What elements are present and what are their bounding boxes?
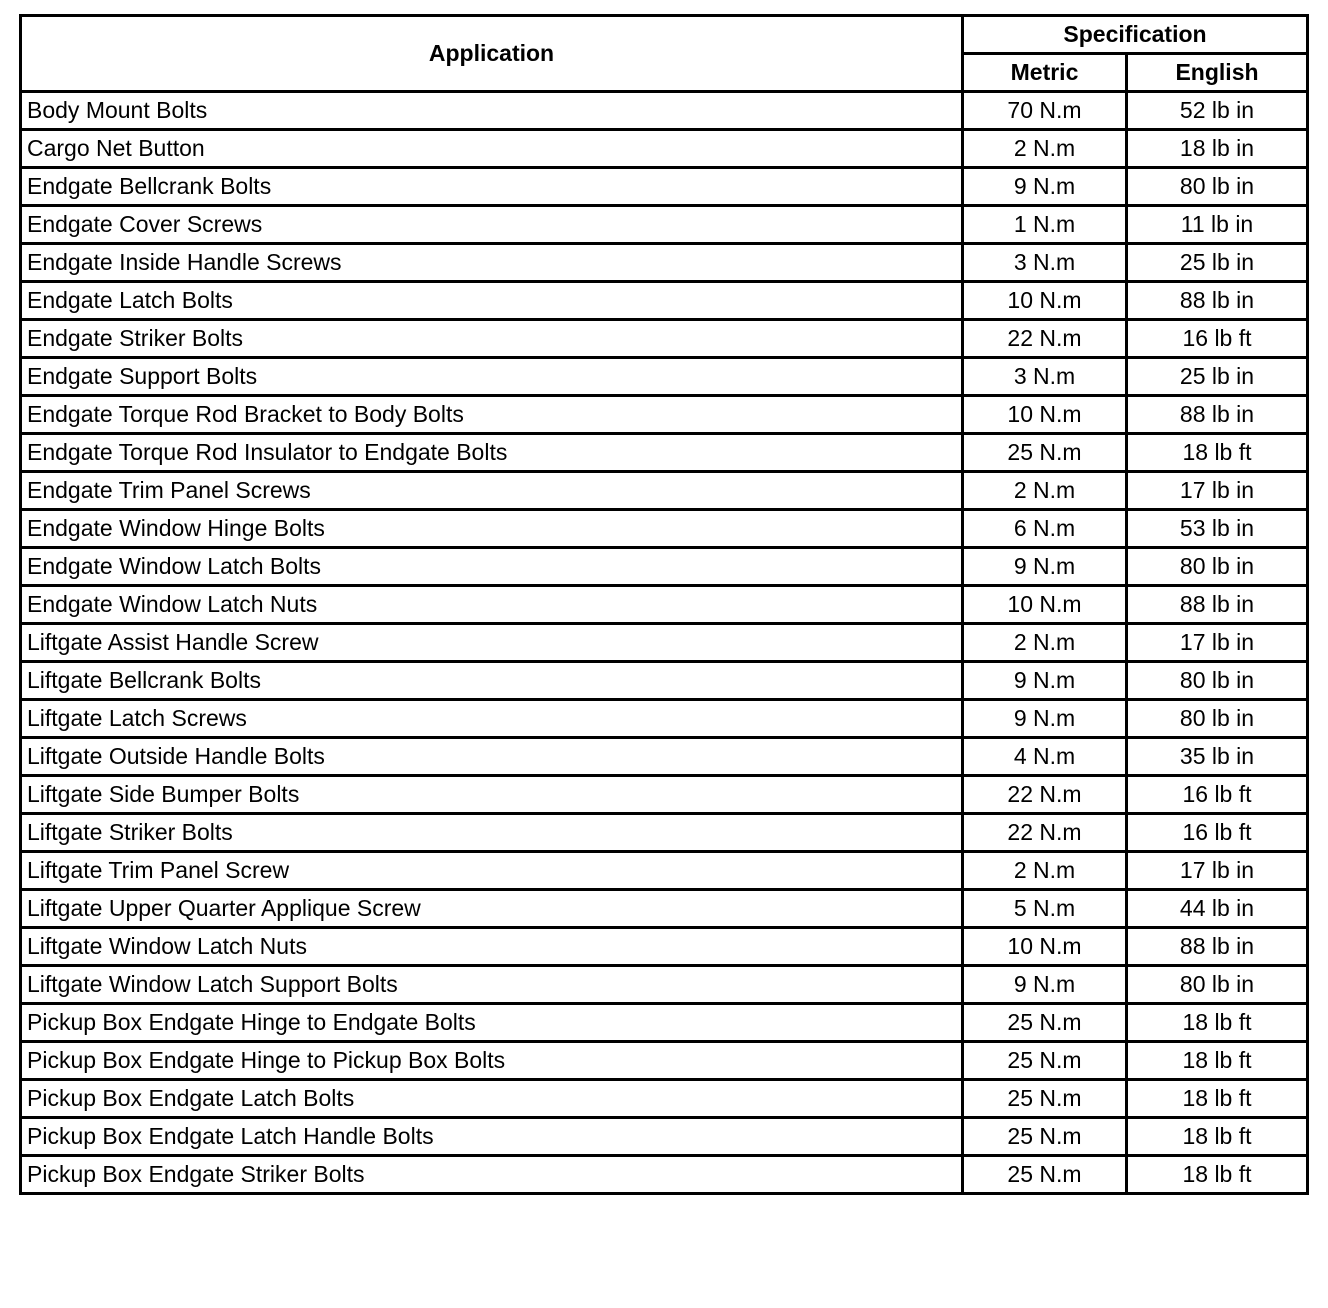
metric-value-cell: 4 N.m	[963, 738, 1127, 776]
table-row	[21, 1004, 1308, 1042]
table-row	[21, 358, 1308, 396]
english-value-cell: 88 lb in	[1127, 396, 1308, 434]
table-row	[21, 928, 1308, 966]
metric-value-cell: 1 N.m	[963, 206, 1127, 244]
application-cell: Liftgate Bellcrank Bolts	[21, 662, 963, 700]
table-row	[21, 472, 1308, 510]
metric-value-cell: 25 N.m	[963, 1156, 1127, 1194]
metric-value-cell: 10 N.m	[963, 928, 1127, 966]
application-cell: Body Mount Bolts	[21, 92, 963, 130]
application-cell: Liftgate Upper Quarter Applique Screw	[21, 890, 963, 928]
english-value-cell: 18 lb ft	[1127, 434, 1308, 472]
english-value-cell: 18 lb ft	[1127, 1080, 1308, 1118]
application-cell: Liftgate Latch Screws	[21, 700, 963, 738]
english-value-cell: 80 lb in	[1127, 966, 1308, 1004]
table-row	[21, 1042, 1308, 1080]
metric-value-cell: 9 N.m	[963, 168, 1127, 206]
table-row	[21, 814, 1308, 852]
table-row	[21, 396, 1308, 434]
metric-value-cell: 22 N.m	[963, 814, 1127, 852]
application-cell: Pickup Box Endgate Hinge to Endgate Bolts	[21, 1004, 963, 1042]
english-value-cell: 16 lb ft	[1127, 776, 1308, 814]
english-value-cell: 16 lb ft	[1127, 814, 1308, 852]
metric-value-cell: 10 N.m	[963, 396, 1127, 434]
table-row	[21, 852, 1308, 890]
metric-value-cell: 9 N.m	[963, 700, 1127, 738]
english-value-cell: 18 lb ft	[1127, 1118, 1308, 1156]
english-value-cell: 18 lb in	[1127, 130, 1308, 168]
metric-value-cell: 25 N.m	[963, 434, 1127, 472]
english-value-cell: 52 lb in	[1127, 92, 1308, 130]
application-cell: Endgate Window Latch Nuts	[21, 586, 963, 624]
metric-value-cell: 6 N.m	[963, 510, 1127, 548]
table-body	[21, 92, 1308, 1194]
english-value-cell: 17 lb in	[1127, 472, 1308, 510]
english-value-cell: 25 lb in	[1127, 358, 1308, 396]
specification-column-header: Specification	[963, 16, 1308, 54]
english-value-cell: 80 lb in	[1127, 700, 1308, 738]
application-cell: Pickup Box Endgate Latch Handle Bolts	[21, 1118, 963, 1156]
torque-spec-table	[19, 14, 1309, 1195]
application-cell: Endgate Striker Bolts	[21, 320, 963, 358]
table-row	[21, 662, 1308, 700]
application-cell: Endgate Latch Bolts	[21, 282, 963, 320]
application-cell: Cargo Net Button	[21, 130, 963, 168]
english-value-cell: 35 lb in	[1127, 738, 1308, 776]
metric-value-cell: 22 N.m	[963, 320, 1127, 358]
application-cell: Endgate Inside Handle Screws	[21, 244, 963, 282]
table-row	[21, 1156, 1308, 1194]
metric-value-cell: 22 N.m	[963, 776, 1127, 814]
english-value-cell: 80 lb in	[1127, 662, 1308, 700]
application-cell: Liftgate Assist Handle Screw	[21, 624, 963, 662]
header-row-top	[21, 16, 1308, 54]
table-row	[21, 282, 1308, 320]
application-cell: Pickup Box Endgate Hinge to Pickup Box Bolts	[21, 1042, 963, 1080]
english-value-cell: 18 lb ft	[1127, 1042, 1308, 1080]
english-value-cell: 16 lb ft	[1127, 320, 1308, 358]
metric-value-cell: 2 N.m	[963, 624, 1127, 662]
table-row	[21, 776, 1308, 814]
application-cell: Endgate Trim Panel Screws	[21, 472, 963, 510]
application-cell: Endgate Window Hinge Bolts	[21, 510, 963, 548]
metric-column-header: Metric	[963, 54, 1127, 92]
metric-value-cell: 25 N.m	[963, 1080, 1127, 1118]
application-cell: Endgate Bellcrank Bolts	[21, 168, 963, 206]
metric-value-cell: 25 N.m	[963, 1004, 1127, 1042]
metric-value-cell: 3 N.m	[963, 358, 1127, 396]
table-row	[21, 92, 1308, 130]
english-value-cell: 17 lb in	[1127, 624, 1308, 662]
english-column-header: English	[1127, 54, 1308, 92]
application-cell: Endgate Support Bolts	[21, 358, 963, 396]
metric-value-cell: 2 N.m	[963, 472, 1127, 510]
table-row	[21, 1118, 1308, 1156]
application-cell: Pickup Box Endgate Latch Bolts	[21, 1080, 963, 1118]
metric-value-cell: 25 N.m	[963, 1042, 1127, 1080]
application-column-header: Application	[21, 16, 963, 92]
table-row	[21, 700, 1308, 738]
application-cell: Pickup Box Endgate Striker Bolts	[21, 1156, 963, 1194]
english-value-cell: 88 lb in	[1127, 282, 1308, 320]
table-row	[21, 320, 1308, 358]
english-value-cell: 25 lb in	[1127, 244, 1308, 282]
metric-value-cell: 9 N.m	[963, 548, 1127, 586]
application-cell: Endgate Window Latch Bolts	[21, 548, 963, 586]
table-row	[21, 168, 1308, 206]
english-value-cell: 88 lb in	[1127, 928, 1308, 966]
metric-value-cell: 2 N.m	[963, 852, 1127, 890]
metric-value-cell: 10 N.m	[963, 282, 1127, 320]
table-row	[21, 586, 1308, 624]
application-cell: Liftgate Window Latch Nuts	[21, 928, 963, 966]
application-cell: Endgate Torque Rod Insulator to Endgate Bolts	[21, 434, 963, 472]
english-value-cell: 88 lb in	[1127, 586, 1308, 624]
table-row	[21, 434, 1308, 472]
english-value-cell: 11 lb in	[1127, 206, 1308, 244]
english-value-cell: 18 lb ft	[1127, 1004, 1308, 1042]
table-row	[21, 130, 1308, 168]
application-cell: Liftgate Trim Panel Screw	[21, 852, 963, 890]
application-cell: Liftgate Side Bumper Bolts	[21, 776, 963, 814]
table-row	[21, 510, 1308, 548]
metric-value-cell: 9 N.m	[963, 662, 1127, 700]
metric-value-cell: 70 N.m	[963, 92, 1127, 130]
english-value-cell: 53 lb in	[1127, 510, 1308, 548]
application-cell: Liftgate Striker Bolts	[21, 814, 963, 852]
table-row	[21, 206, 1308, 244]
table-header	[21, 16, 1308, 92]
table-row	[21, 966, 1308, 1004]
table-row	[21, 624, 1308, 662]
metric-value-cell: 3 N.m	[963, 244, 1127, 282]
application-cell: Endgate Torque Rod Bracket to Body Bolts	[21, 396, 963, 434]
metric-value-cell: 2 N.m	[963, 130, 1127, 168]
application-cell: Liftgate Outside Handle Bolts	[21, 738, 963, 776]
metric-value-cell: 5 N.m	[963, 890, 1127, 928]
english-value-cell: 80 lb in	[1127, 548, 1308, 586]
english-value-cell: 80 lb in	[1127, 168, 1308, 206]
table-row	[21, 890, 1308, 928]
application-cell: Endgate Cover Screws	[21, 206, 963, 244]
metric-value-cell: 9 N.m	[963, 966, 1127, 1004]
table-row	[21, 244, 1308, 282]
table-row	[21, 738, 1308, 776]
english-value-cell: 44 lb in	[1127, 890, 1308, 928]
application-cell: Liftgate Window Latch Support Bolts	[21, 966, 963, 1004]
metric-value-cell: 25 N.m	[963, 1118, 1127, 1156]
english-value-cell: 17 lb in	[1127, 852, 1308, 890]
table-row	[21, 548, 1308, 586]
metric-value-cell: 10 N.m	[963, 586, 1127, 624]
english-value-cell: 18 lb ft	[1127, 1156, 1308, 1194]
table-row	[21, 1080, 1308, 1118]
